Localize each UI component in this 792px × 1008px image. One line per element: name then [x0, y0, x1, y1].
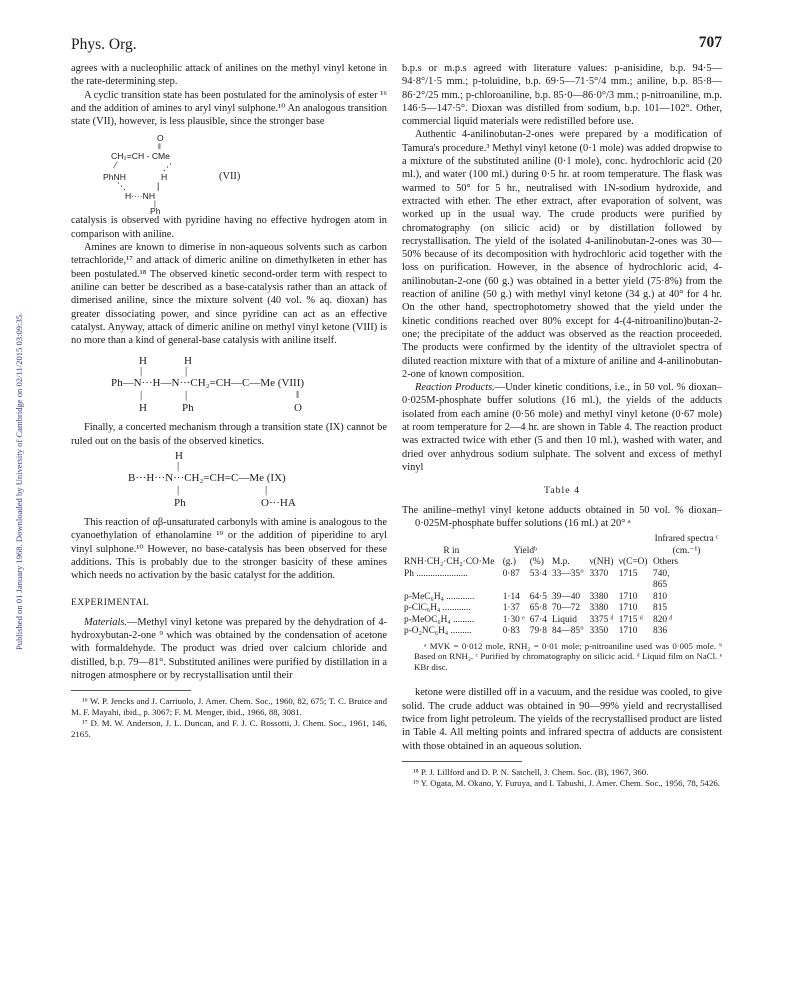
struct-bond: | — [185, 389, 188, 402]
cell-pct: 67·4 — [529, 614, 547, 625]
paragraph-text: —Methyl vinyl ketone was prepared by the dehydration of 4-hydroxybutan-2-one ⁹ which was obtained by the condensation of acetone with formaldehyde. The product was dried over calcium chloride and distilled, b.p. 79—81°. Substituted anilines were purified by distillation in a nitrogen atmosphere or by recrystallisation until their — [71, 616, 387, 682]
subheading: Materials. — [84, 616, 128, 628]
struct-label: (VII) — [219, 171, 241, 183]
footnote: ¹⁸ P. J. Lillford and D. P. N. Satchell, J. Chem. Soc. (B), 1967, 360. — [413, 766, 649, 777]
header-yield: Yieldᵇ — [513, 545, 537, 556]
struct-h: H — [184, 355, 192, 368]
page-number: 707 — [698, 34, 722, 51]
paragraph — [402, 381, 722, 474]
table-row — [402, 615, 722, 627]
table-row — [402, 626, 722, 638]
download-watermark-text: Published on 01 January 1968. Downloaded by University of Cambridge on 02/11/2015 03:09:35. — [14, 312, 24, 650]
cell-g: 1·30 ᵉ — [502, 614, 525, 625]
struct-ph: Ph — [150, 206, 161, 217]
paragraph: ketone were distilled off in a vacuum, and the residue was cooled, to give solid. The crude adduct was obtained in 90—99% yield and recrystallised twice from light petroleum. The yields of the recrystallised product are listed in Table 4. All melting points and infrared spectra of adducts are consistent with those obtained in an aqueous solution. — [402, 687, 722, 752]
cell-others: 820 ᵈ — [653, 614, 673, 625]
cell-pct: 65·8 — [529, 603, 547, 614]
paragraph-text: —Under kinetic conditions, i.e., in 50 vol. % dioxan–0·025M-phosphate buffer solutions (16 ml.), the yields of the adducts isolated from each amine (0·56 mole) and methyl vinyl ketone (0·67 mole) at room temperature for 2—4 hr. are shown in Table 4. The reaction product was extracted twice with ether (5 and then 10 ml.), washed with water, and dried over anhydrous sodium sulphate. The solvent and excess of methyl vinyl — [402, 382, 722, 473]
cell-nh: 3370 — [589, 568, 609, 579]
struct-oha: O···HA — [261, 497, 296, 510]
cell-nh: 3380 — [589, 591, 609, 602]
cell-r: p-ClC₆H₄ ............ — [404, 603, 471, 614]
table-row — [402, 569, 722, 592]
struct-h: H — [139, 402, 147, 415]
cell-co: 1710 — [618, 591, 638, 602]
cell-nh: 3375 ᵈ — [589, 614, 614, 625]
cell-r: p-MeOC₆H₄ ......... — [404, 614, 475, 625]
cell-others: 815 — [653, 603, 668, 614]
cell-r: p-MeC₆H₄ ............ — [404, 591, 475, 602]
cell-r: Ph ...................... — [404, 568, 468, 579]
cell-others: 836 — [653, 626, 668, 637]
paragraph: A cyclic transition state has been postulated for the aminolysis of ester ¹⁶ and the addition of amines to aryl vinyl sulphone.¹⁰ An analogous transition state (VII), however, is less plausible, since the stronger base — [71, 89, 387, 128]
left-column — [71, 62, 387, 740]
cell-mp: 33—35° — [551, 568, 584, 579]
cell-mp: 39—40 — [551, 591, 581, 602]
structure-viii — [71, 347, 387, 421]
footnote-rule — [402, 761, 522, 762]
struct-bond: | — [177, 484, 180, 497]
paragraph: catalysis is observed with pyridine having no effective hydrogen atom in comparison with aniline. — [71, 215, 387, 240]
paragraph: Authentic 4-anilinobutan-2-ones were prepared by a modification of Tamura's procedure.³ Methyl vinyl ketone (0·1 mole) was added dropwise to a mixture of the substituted aniline (0·1 mole), conc. hydrochloric acid (20 ml.), and water (100 ml.) during 0·5 hr. at room temperature. The flask was warmed to 50° for 5 hr., neutralised with 1N-sodium hydroxide, and extracted with ether. The ether extract, after evaporation of solvent, was worked up in the usual way. The crude products were purified by chromatography (on silicic acid) or by distillation followed by recrystallisation. The yield of the isolated 4-anilinobutan-2-ones was 30—50% because of its decomposition with hydrochloric acid together with the loss on purification. However, in the absence of hydrochloric acid, 4-anilinobutan-2-one (60 g.) was obtained in a better yield (75·8%) from the reaction of aniline (50 g.) with methyl vinyl ketone (34 g.) at 40° for 4 hr. On the other hand, spectrophotometry showed that the yield under the kinetic conditions reached over 80% except for 4-(4-nitroanilino)butan-2-one; the precipitate of the adduct was observed as the reaction proceeded. The products were confirmed by the identity of the ultraviolet spectra of diluted reaction mixture with that of a mixture of aniline and 4-anilinobutan-2-one of known composition. — [402, 129, 722, 380]
header-co: ν(C=O) — [618, 557, 648, 568]
footnote: ¹⁹ Y. Ogata, M. Okano, Y. Furuya, and I. Tabushi, J. Amer. Chem. Soc., 1956, 78, 5426. — [413, 777, 720, 788]
struct-phnh: PhNH — [103, 172, 126, 183]
structure-ix — [71, 448, 387, 516]
footnote: ¹⁷ D. M. W. Anderson, J. L. Duncan, and F. J. C. Rossotti, J. Chem. Soc., 1961, 146, 2165. — [71, 718, 387, 740]
cell-g: 0·83 — [502, 626, 520, 637]
running-header-journal: Phys. Org. — [71, 36, 137, 53]
struct-bond: ‖ — [296, 389, 300, 402]
struct-bond: ⋰ — [163, 162, 172, 173]
struct-bond: | — [154, 201, 156, 209]
subheading: Reaction Products. — [415, 382, 495, 394]
cell-g: 0·87 — [502, 568, 520, 579]
cell-others: 810 — [653, 591, 668, 602]
header-mp: M.p. — [551, 557, 570, 568]
struct-main: B···H···N···CH₂=CH=C—Me (IX) — [128, 472, 286, 485]
struct-bond: | — [140, 365, 143, 378]
header-others: Others — [653, 557, 679, 568]
cell-pct: 53·4 — [529, 568, 547, 579]
struct-h: H — [139, 355, 147, 368]
cell-co: 1715 — [618, 568, 638, 579]
paragraph: agrees with a nucleophilic attack of anilines on the methyl vinyl ketone in the rate-determining step. — [71, 63, 387, 88]
paragraph — [71, 616, 387, 682]
table-4 — [402, 534, 722, 638]
struct-bond: | — [157, 181, 160, 192]
table-row — [402, 603, 722, 615]
struct-bond: ‖ — [158, 144, 161, 152]
table-header-row — [402, 546, 722, 558]
cell-co: 1710 — [618, 626, 638, 637]
table-footnote: ᵃ MVK = 0·012 mole, RNH₂ = 0·01 mole; p-nitroaniline used was 0·005 mole. ᵇ Based on RNH₂. ᶜ Purified by chromatography on silicic acid. ᵈ Liquid film on NaCl. ᵉ KBr disc. — [414, 640, 722, 672]
header-nh: ν(NH) — [589, 557, 614, 568]
section-heading: EXPERIMENTAL — [71, 597, 150, 608]
struct-h: H — [175, 450, 183, 463]
header-g: (g.) — [502, 557, 516, 568]
header-ir: Infrared spectra ᶜ — [654, 534, 719, 545]
table-header-row — [402, 557, 722, 569]
cell-nh: 3380 — [589, 603, 609, 614]
struct-bond: | — [140, 389, 143, 402]
header-r: R in — [443, 545, 460, 556]
struct-top: CH₂=CH - CMe — [111, 151, 170, 162]
struct-main: Ph—N···H—N···CH₂=CH—C—Me (VIII) — [111, 377, 305, 390]
cell-pct: 79·8 — [529, 626, 547, 637]
struct-bond: | — [265, 484, 268, 497]
download-watermark — [4, 180, 24, 650]
cell-r: p-O₂NC₆H₄ ......... — [404, 626, 472, 637]
struct-o: O — [157, 133, 164, 144]
cell-co: 1710 — [618, 603, 638, 614]
cell-g: 1·14 — [502, 591, 520, 602]
struct-ph: Ph — [174, 497, 186, 510]
cell-co: 1715 ᵈ — [618, 614, 643, 625]
footnote: ¹⁶ W. P. Jencks and J. Carriuolo, J. Amer. Chem. Soc., 1960, 82, 675; T. C. Bruice and M. F. Mayahi, ibid., p. 3067; F. M. Menger, ibid., 1966, 88, 3081. — [71, 696, 387, 718]
struct-bond: | — [185, 365, 188, 378]
cell-mp: 84—85° — [551, 626, 584, 637]
cell-pct: 64·5 — [529, 591, 547, 602]
struct-o: O — [294, 402, 302, 415]
paragraph: This reaction of αβ-unsaturated carbonyls with amine is analogous to the cyanoethylation of ethanolamine ¹⁹ or the addition of piperidine to aryl vinyl sulphone.¹⁰ However, no base-catalysis has been observed for these additions. This is probably due to the stronger basicity of these amines which needs no activation by the basic catalyst for the addition. — [71, 517, 387, 582]
cell-g: 1·37 — [502, 603, 520, 614]
cell-mp: 70—72 — [551, 603, 581, 614]
cell-mp: Liquid — [551, 614, 577, 625]
header-formula: RNH·CH₂·CH₂·CO·Me — [404, 557, 495, 568]
struct-h: H — [161, 172, 168, 183]
right-column — [402, 62, 722, 789]
table-title: Table 4 — [544, 485, 580, 497]
struct-bond: ⋱ — [117, 181, 126, 192]
table-caption: The aniline–methyl vinyl ketone adducts obtained in 50 vol. % dioxan–0·025M-phosphate buffer solutions (16 ml.) at 20° ᵃ — [402, 504, 722, 529]
header-ir-unit: (cm.⁻¹) — [672, 545, 701, 556]
footnote-rule — [71, 690, 191, 691]
table-row — [402, 592, 722, 604]
structure-vii — [71, 128, 387, 217]
header-pct: (%) — [529, 557, 544, 568]
paragraph: Amines are known to dimerise in non-aqueous solvents such as carbon tetrachloride,¹⁷ and attack of dimeric aniline on dimethylketen in ether has been postulated.¹⁸ The observed kinetic second-order term with respect to aniline can better be described as a base-catalysis rather than an attack of dimerised aniline, since the mixture solvent (40 vol. % aq. dioxan) has greater dissociating power, and since pyridine can act as an effective catalyst. Anyway, attack of dimeric aniline on methyl vinyl ketone (VIII) is no more than a kind of general-base catalysis with aniline itself. — [71, 242, 387, 347]
struct-hnh: H····NH — [125, 191, 156, 202]
cell-nh: 3350 — [589, 626, 609, 637]
paragraph: b.p.s or m.p.s agreed with literature values: p-anisidine, b.p. 94·5—94·8°/1·5 mm.; p-toluidine, b.p. 69·5—71·5°/4 mm.; aniline, b.p. 85·8—86·2°/25 mm.; p-chloroaniline, b.p. 85·0—86·0°/3 mm.; p-nitroaniline, m.p. 146·5—147·5°. Dioxan was distilled from sodium, b.p. 101—102°. Other, commercial liquid materials were redistilled before use. — [402, 63, 722, 128]
struct-ph: Ph — [182, 402, 194, 415]
struct-bond: | — [177, 460, 180, 473]
struct-bond: ⁄ — [115, 160, 117, 171]
paragraph: Finally, a concerted mechanism through a transition state (IX) cannot be ruled out on the basis of the observed kinetics. — [71, 422, 387, 447]
table-header-row — [402, 534, 722, 546]
cell-others: 740, 865 — [653, 568, 670, 591]
